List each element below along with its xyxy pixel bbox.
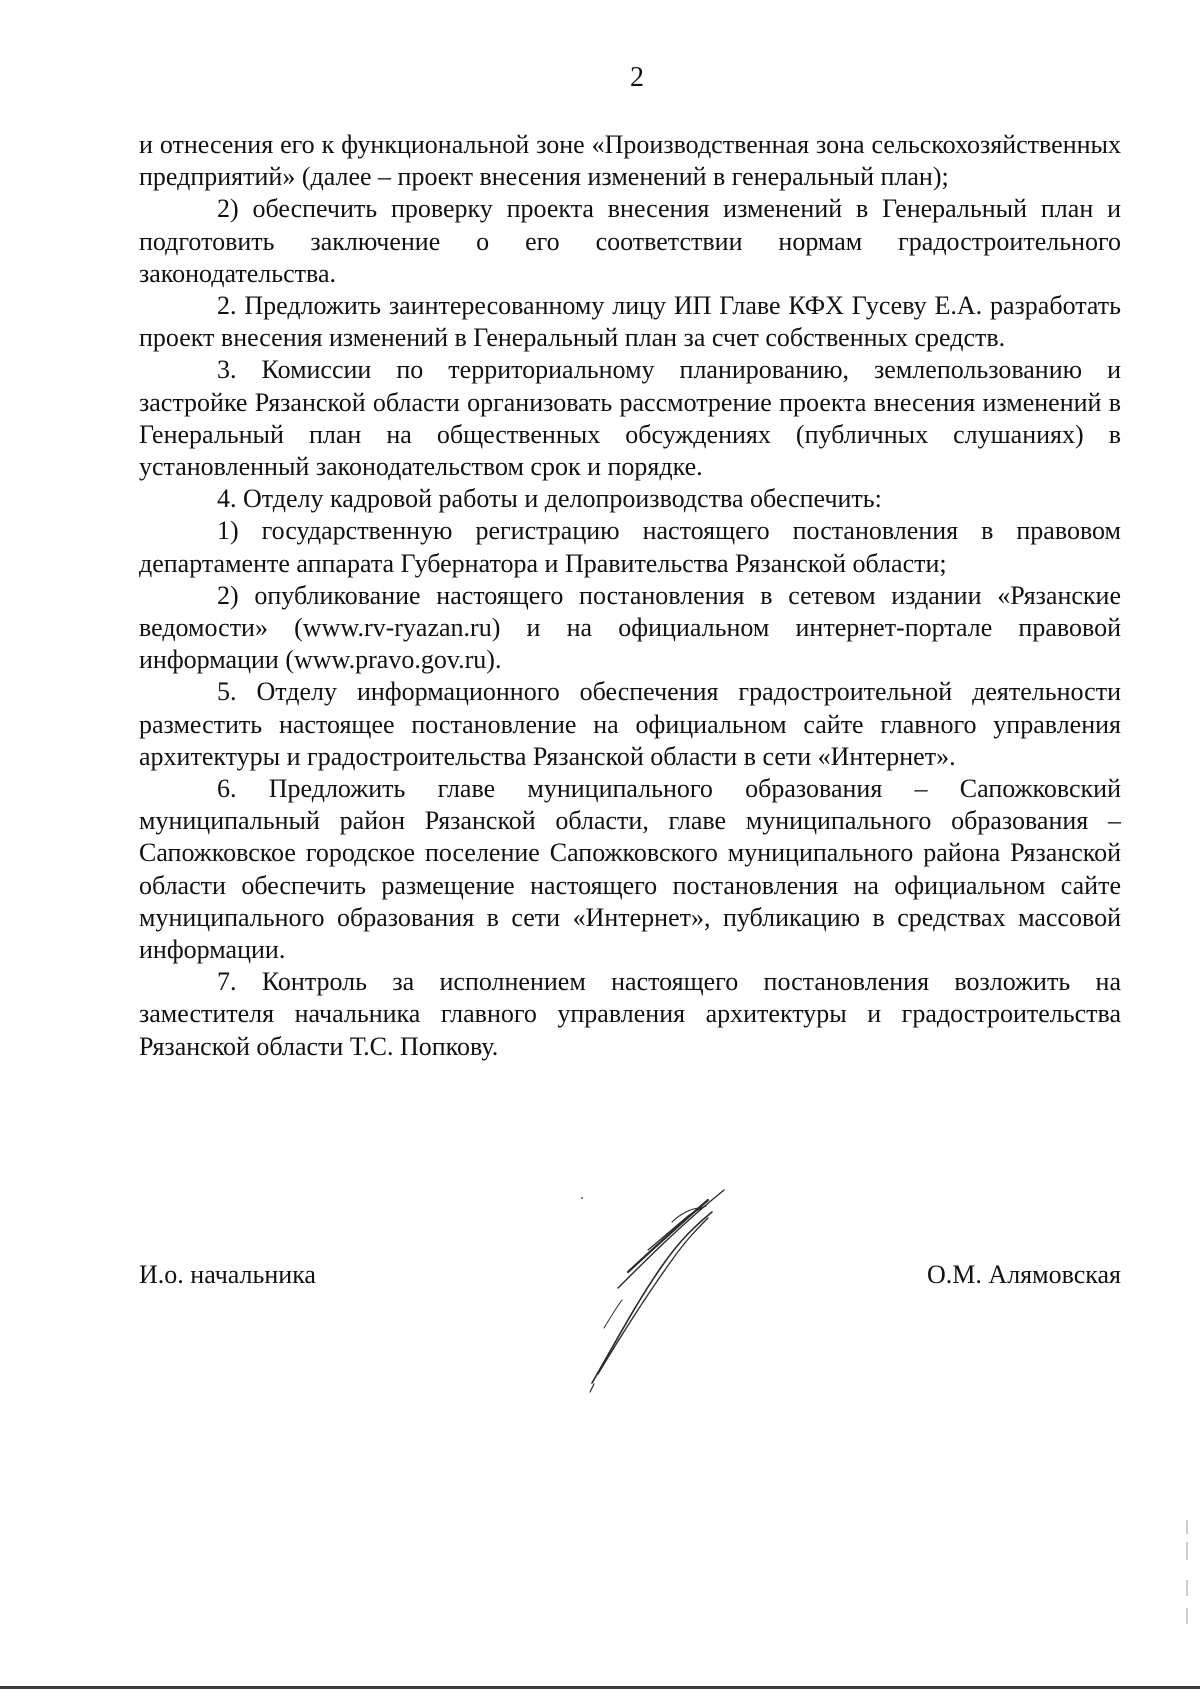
handwritten-signature xyxy=(570,1178,790,1398)
scan-bottom-edge xyxy=(0,1686,1200,1689)
paragraph: 1) государственную регистрацию настоящего постановления в правовом департаменте аппарата Губернатора и Правительства Рязанской области; xyxy=(139,516,1121,578)
signatory-name: О.М. Алямовская xyxy=(927,1260,1121,1289)
paragraph: 4. Отделу кадровой работы и делопроизводства обеспечить: xyxy=(217,484,882,514)
paragraph: 7. Контроль за исполнением настоящего постановления возложить на заместителя начальника главного управления архитектуры и градостроительства Рязанской области Т.С. Попкову. xyxy=(139,967,1121,1061)
paragraph: 2. Предложить заинтересованному лицу ИП Главе КФХ Гусеву Е.А. разработать проект внесения изменений в Генеральный план за счет собственных средств. xyxy=(139,291,1121,353)
scan-margin-marks xyxy=(1184,1520,1190,1630)
paragraph: и отнесения его к функциональной зоне «Производственная зона сельскохозяйственных предприятий» (далее – проект внесения изменений в генеральный план); xyxy=(139,130,1121,192)
document-body xyxy=(139,129,1121,1063)
paragraph: 5. Отделу информационного обеспечения градостроительной деятельности разместить настоящее постановление на официальном сайте главного управления архитектуры и градостроительства Рязанской области в сети «Интернет». xyxy=(139,677,1121,771)
signatory-position: И.о. начальника xyxy=(139,1260,316,1289)
paragraph: 3. Комиссии по территориальному планированию, землепользованию и застройке Рязанской области организовать рассмотрение проекта внесения изменений в Генеральный план на общественных обсуждениях (публичных слушаниях) в установленный законодательством срок и порядке. xyxy=(139,355,1121,482)
paragraph: 2) обеспечить проверку проекта внесения изменений в Генеральный план и подготовить заключение о его соответствии нормам градостроительного законодательства. xyxy=(139,194,1121,288)
paragraph: 6. Предложить главе муниципального образования – Сапожковский муниципальный район Рязанской области, главе муниципального образования – Сапожковское городское поселение Сапожковского муниципального района Рязанской области обеспечить размещение настоящего постановления на официальном сайте муниципального образования в сети «Интернет», публикацию в средствах массовой информации. xyxy=(139,774,1121,965)
page-number: 2 xyxy=(630,62,644,93)
paragraph: 2) опубликование настоящего постановления в сетевом издании «Рязанские ведомости» (www.rv-ryazan.ru) и на официальном интернет-портале правовой информации (www.pravo.gov.ru). xyxy=(139,580,1121,675)
